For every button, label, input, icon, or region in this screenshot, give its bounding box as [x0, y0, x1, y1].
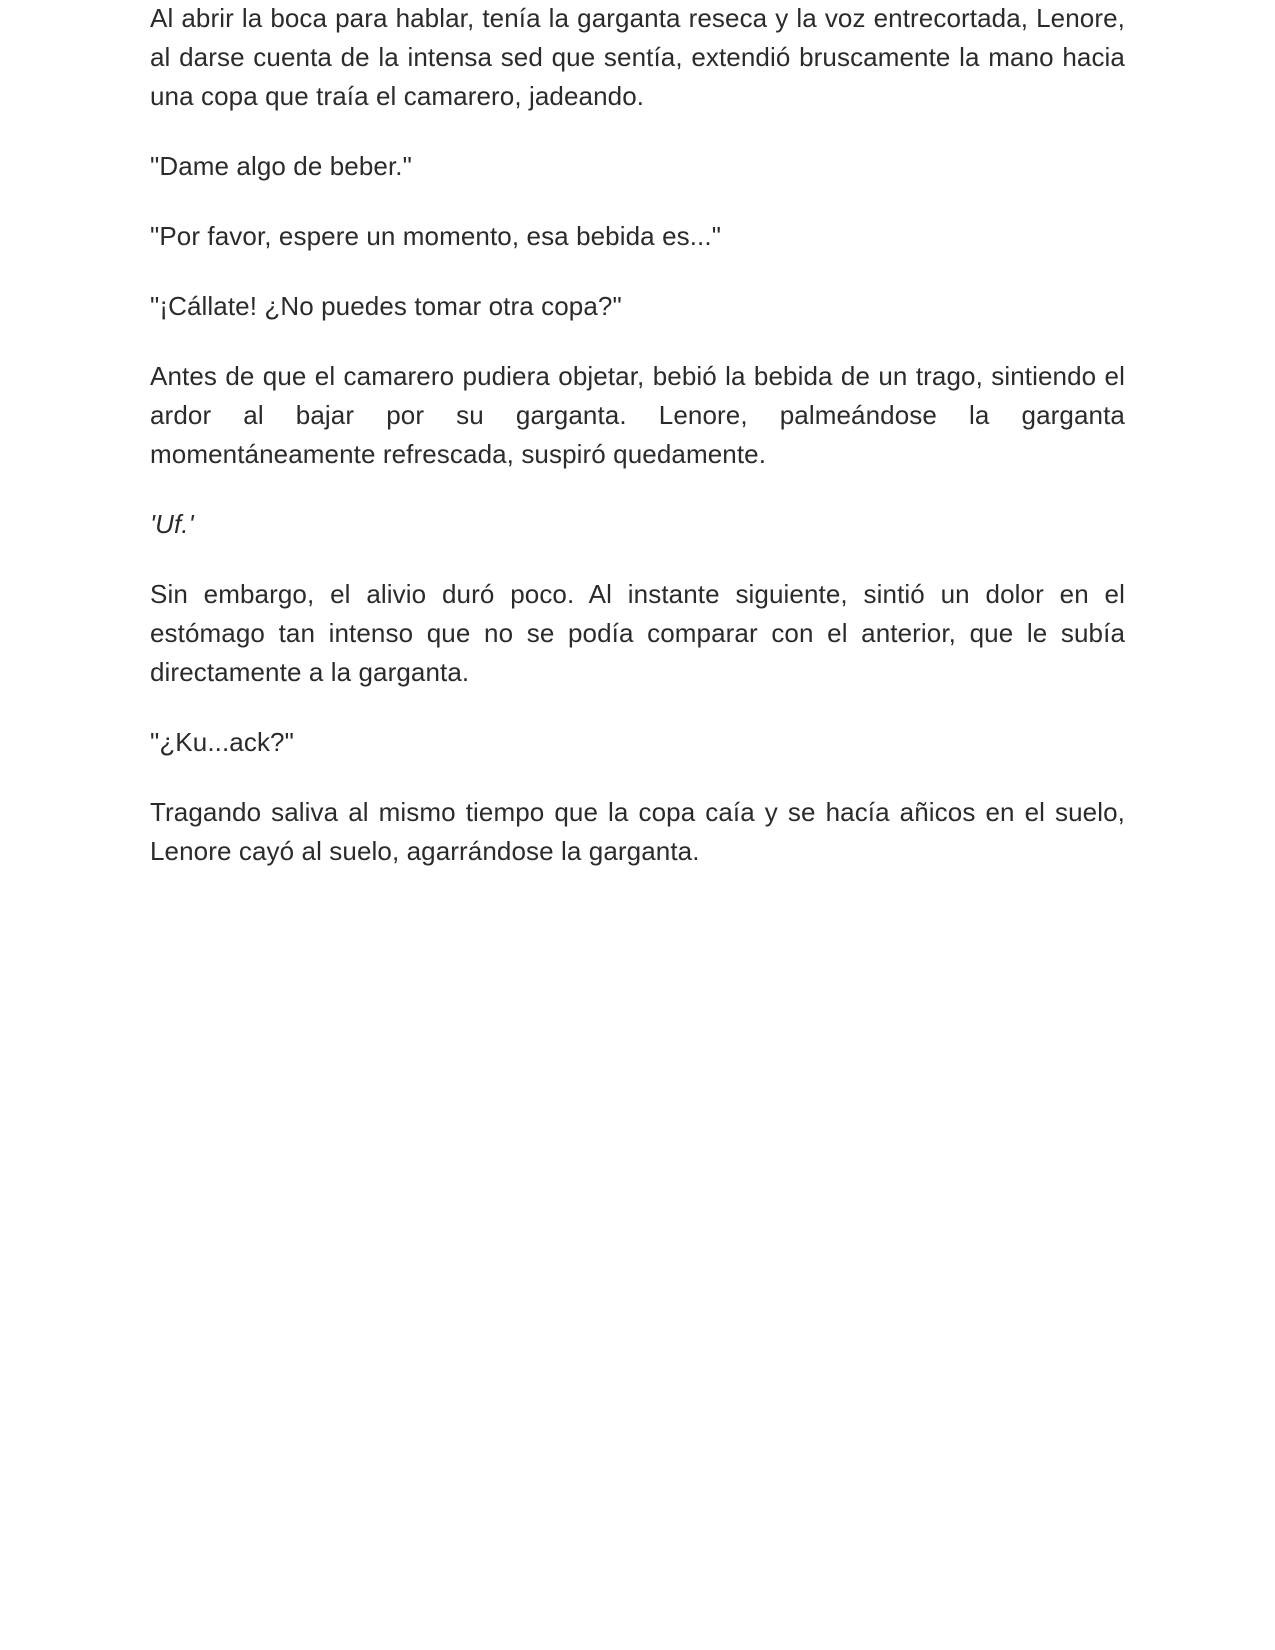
paragraph: "Dame algo de beber."	[150, 151, 412, 181]
paragraph: Antes de que el camarero pudiera objetar, bebió la bebida de un trago, sintiendo el ardor al bajar por su garganta. Lenore, palmeándose la garganta momentáneamente refrescada, suspiró quedamente.	[150, 361, 1125, 469]
paragraph: Tragando saliva al mismo tiempo que la copa caía y se hacía añicos en el suelo, Lenore cayó al suelo, agarrándose la garganta.	[150, 797, 1125, 866]
paragraph: "¡Cállate! ¿No puedes tomar otra copa?"	[150, 291, 622, 321]
paragraph: 'Uf.'	[150, 509, 194, 539]
paragraph: "Por favor, espere un momento, esa bebida es..."	[150, 221, 722, 251]
paragraph: "¿Ku...ack?"	[150, 727, 294, 757]
document-page	[150, 0, 1125, 902]
paragraph: Al abrir la boca para hablar, tenía la garganta reseca y la voz entrecortada, Lenore, al darse cuenta de la intensa sed que sentía, extendió bruscamente la mano hacia una copa que traía el camarero, jadeando.	[150, 3, 1125, 111]
paragraph: Sin embargo, el alivio duró poco. Al instante siguiente, sintió un dolor en el estómago tan intenso que no se podía comparar con el anterior, que le subía directamente a la garganta.	[150, 579, 1125, 687]
